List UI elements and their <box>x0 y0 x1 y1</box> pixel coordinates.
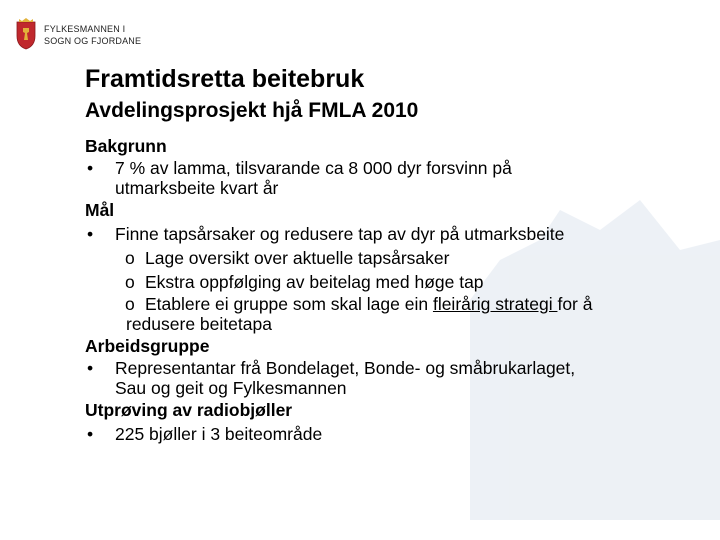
bullet-continuation: Sau og geit og Fylkesmannen <box>115 378 347 398</box>
slide-content <box>85 64 705 446</box>
org-line-1: FYLKESMANNEN I <box>44 24 126 34</box>
bullet-item <box>85 358 705 378</box>
sub-bullet-item <box>85 294 705 314</box>
bullet-item <box>85 158 705 178</box>
section-heading-arbeidsgruppe: Arbeidsgruppe <box>85 336 210 356</box>
sub-bullet-continuation: redusere beitetapa <box>126 314 272 334</box>
bullet-item <box>85 222 705 246</box>
bullet-text: Finne tapsårsaker og redusere tap av dyr på utmarksbeite <box>115 224 565 244</box>
underlined-phrase: fleirårig strategi <box>432 294 558 314</box>
sub-bullet-item <box>85 246 705 270</box>
bullet-mark: • <box>87 424 94 444</box>
slide-subtitle: Avdelingsprosjekt hjå FMLA 2010 <box>85 99 419 122</box>
bullet-mark: • <box>87 158 94 178</box>
section-heading-bakgrunn: Bakgrunn <box>85 136 167 156</box>
organization-name <box>44 23 141 47</box>
section-heading-utproving: Utprøving av radiobjøller <box>85 400 293 420</box>
bullet-text: Representantar frå Bondelaget, Bonde- og småbrukarlaget, <box>115 358 576 378</box>
slide-header <box>14 16 141 50</box>
slide-title: Framtidsretta beitebruk <box>85 65 365 93</box>
sub-bullet-mark: o <box>125 272 135 292</box>
section-heading-maal: Mål <box>85 200 115 220</box>
sub-bullet-mark: o <box>125 294 135 314</box>
bullet-text: 225 bjøller i 3 beiteområde <box>115 424 323 444</box>
sub-bullet-text: Lage oversikt over aktuelle tapsårsaker <box>145 248 450 268</box>
coat-of-arms-icon <box>14 16 38 50</box>
bullet-item <box>85 422 705 446</box>
bullet-text: 7 % av lamma, tilsvarande ca 8 000 dyr forsvinn på <box>115 158 512 178</box>
sub-bullet-text: Ekstra oppfølging av beitelag med høge tap <box>145 272 484 292</box>
sub-bullet-text-end: for å <box>557 294 593 314</box>
bullet-mark: • <box>87 358 94 378</box>
org-line-2: SOGN OG FJORDANE <box>44 36 142 46</box>
bullet-mark: • <box>87 224 94 244</box>
sub-bullet-mark: o <box>125 248 135 268</box>
sub-bullet-item <box>85 270 705 294</box>
slide-body <box>85 134 705 446</box>
bullet-continuation: utmarksbeite kvart år <box>115 178 279 198</box>
sub-bullet-text: Etablere ei gruppe som skal lage ein <box>145 294 433 314</box>
